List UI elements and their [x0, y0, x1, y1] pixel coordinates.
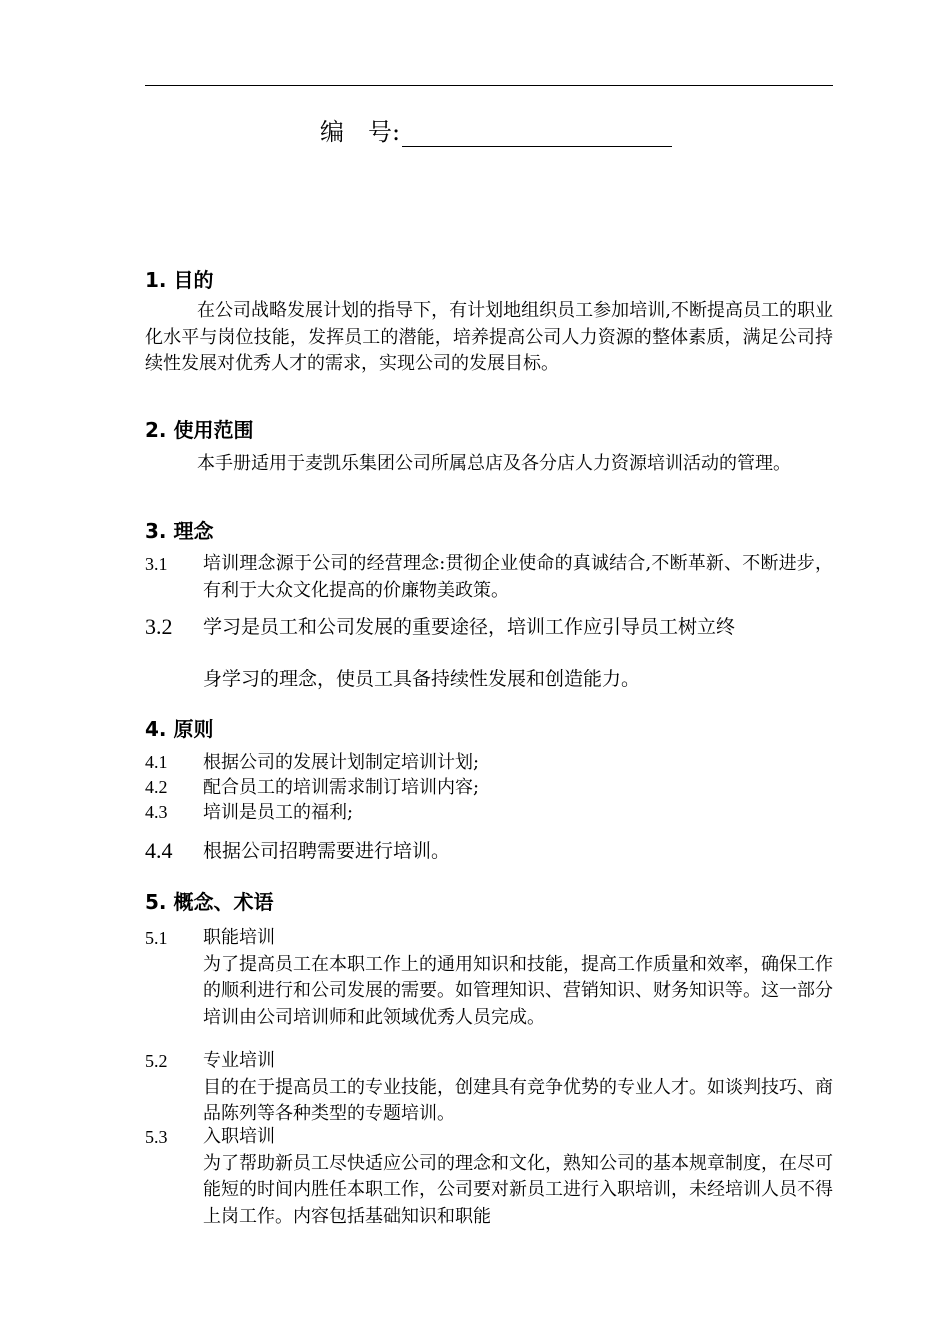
item-number: 4.1: [145, 752, 168, 772]
item-number: 4.2: [145, 777, 168, 797]
section-2-heading: 2. 使用范围: [145, 418, 254, 442]
section-1-heading: 1. 目的: [145, 268, 214, 292]
number-label: 编 号:: [320, 118, 401, 146]
item-number: 5.3: [145, 1127, 168, 1147]
item-number: 3.2: [145, 614, 173, 639]
item-text-line-1: 学习是员工和公司发展的重要途径，培训工作应引导员工树立终: [203, 616, 736, 638]
item-name: 专业培训: [203, 1050, 275, 1071]
list-item-4-1: [145, 750, 833, 775]
item-name: 职能培训: [203, 927, 275, 948]
header-rule: [145, 85, 833, 86]
list-item-5-1: [145, 925, 833, 1031]
item-text-line-2: 身学习的理念，使员工具备持续性发展和创造能力。: [203, 668, 641, 690]
item-text: 培训是员工的福利;: [203, 802, 354, 823]
list-item-4-4: [145, 838, 833, 865]
section-4-heading: 4. 原则: [145, 717, 214, 741]
item-text: 根据公司招聘需要进行培训。: [203, 840, 451, 862]
item-number: 3.1: [145, 554, 168, 574]
item-text: 培训理念源于公司的经营理念:贯彻企业使命的真诚结合,不断革新、不断进步，有利于大众文化提高的价廉物美政策。: [203, 553, 833, 601]
item-text: 为了帮助新员工尽快适应公司的理念和文化，熟知公司的基本规章制度，在尽可能短的时间内胜任本职工作，公司要对新员工进行入职培训，未经培训人员不得上岗工作。内容包括基础知识和职能: [203, 1152, 833, 1227]
document-number-line: [320, 112, 672, 147]
item-number: 5.2: [145, 1051, 168, 1071]
item-text: 根据公司的发展计划制定培训计划;: [203, 752, 480, 773]
list-item-5-2: [145, 1048, 833, 1128]
item-text: 目的在于提高员工的专业技能，创建具有竞争优势的专业人才。如谈判技巧、商品陈列等各种类型的专题培训。: [203, 1076, 833, 1124]
section-2-paragraph: 本手册适用于麦凯乐集团公司所属总店及各分店人力资源培训活动的管理。: [197, 453, 791, 474]
list-item-4-3: [145, 800, 833, 825]
list-item-4-2: [145, 775, 833, 800]
number-blank-field[interactable]: [402, 122, 672, 147]
item-text: 配合员工的培训需求制订培训内容;: [203, 777, 480, 798]
item-text: 为了提高员工在本职工作上的通用知识和技能，提高工作质量和效率，确保工作的顺利进行和公司发展的需要。如管理知识、营销知识、财务知识等。这一部分培训由公司培训师和此领域优秀人员完成。: [203, 953, 833, 1028]
list-item-5-3: [145, 1124, 833, 1230]
item-number: 5.1: [145, 928, 168, 948]
item-number: 4.3: [145, 802, 168, 822]
section-1-paragraph: 在公司战略发展计划的指导下，有计划地组织员工参加培训,不断提高员工的职业化水平与岗位技能，发挥员工的潜能，培养提高公司人力资源的整体素质，满足公司持续性发展对优秀人才的需求，实现公司的发展目标。: [145, 300, 833, 374]
list-item-3-2-continued: [145, 666, 833, 693]
section-3-heading: 3. 理念: [145, 519, 214, 543]
list-item-3-2: [145, 614, 833, 641]
item-number: 4.4: [145, 838, 173, 863]
item-name: 入职培训: [203, 1126, 275, 1147]
list-item-3-1: [145, 551, 833, 604]
section-5-heading: 5. 概念、术语: [145, 890, 274, 914]
